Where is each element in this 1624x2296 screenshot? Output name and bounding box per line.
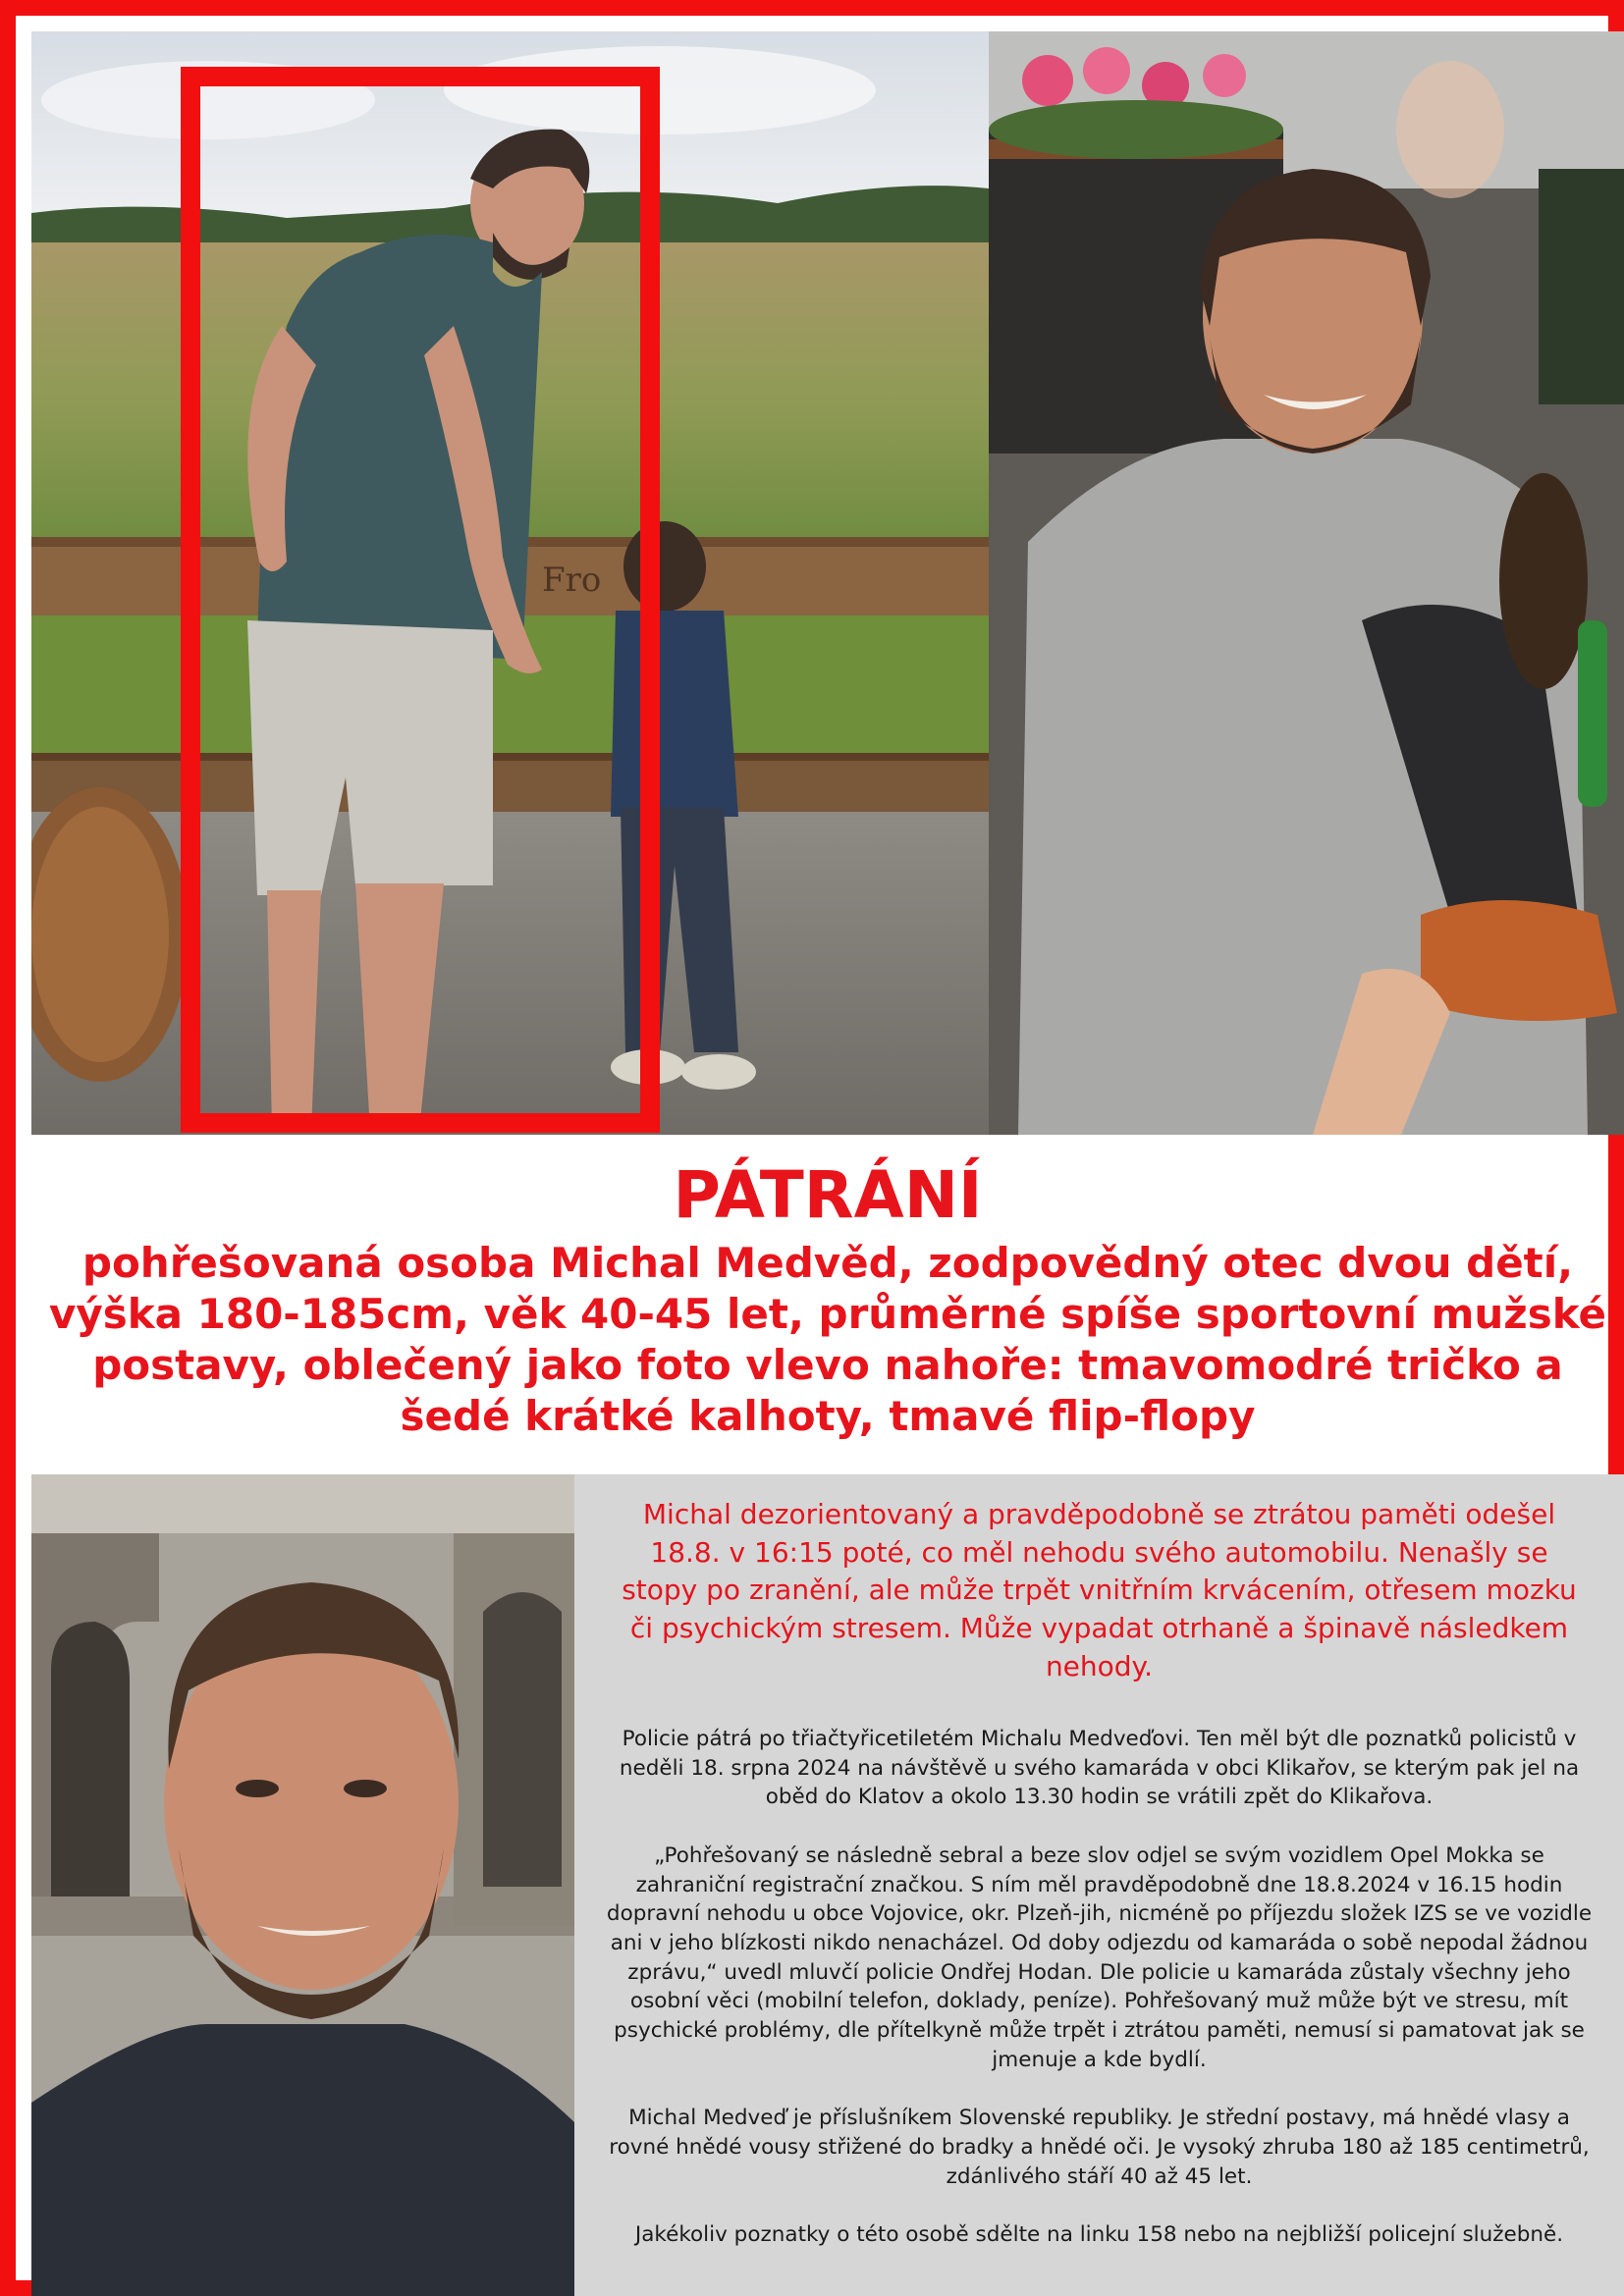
photo-selfie — [31, 1474, 574, 2296]
lead-paragraph: Michal dezorientovaný a pravděpodobně se ztrátou paměti odešel 18.8. v 16:15 poté, co měl nehodu svého automobilu. Nenašly se stopy po zranění, ale může trpět vnitřním krvácením, otřesem mozku či psychickým stresem. Může vypadat otrhaně a špinavě následkem nehody. — [622, 1498, 1577, 1682]
photo-full-body — [31, 31, 989, 1135]
person-description: pohřešovaná osoba Michal Medvěd, zodpovědný otec dvou dětí, výška 180-185cm, věk 40-45 let, průměrné spíše sportovní mužské postavy, oblečený jako foto vlevo nahoře: tmavomodré tričko a šedé krátké kalhoty, tmavé flip-flopy — [48, 1239, 1607, 1441]
photo-selfie-illustration — [31, 1474, 574, 2296]
info-panel — [574, 1474, 1624, 2296]
bench-graffiti: Fro — [542, 561, 602, 600]
header — [31, 1135, 1624, 1474]
photo-portrait-grey-shirt-illustration — [989, 31, 1624, 1135]
info-paragraph-2: „Pohřešovaný se následně sebral a beze slov odjel se svým vozidlem Opel Mokka se zahraniční registrační značkou. S ním měl pravděpodobně dne 18.8.2024 v 16.15 hodin dopravní nehodu u obce Vojovice, okr. Plzeň-jih, nicméně po příjezdu složek IZS se ve vozidle ani v jeho blízkosti nikdo nenacházel. Od doby odjezdu od kamaráda o sobě nepodal žádnou zprávu,“ uvedl mluvčí policie Ondřej Hodan. Dle policie u kamaráda zůstaly všechny jeho osobní věci (mobilní telefon, doklady, peníze). Pohřešovaný muž může být ve stresu, mít psychické problémy, dle přítelkyně může trpět i ztrátou paměti, nemusí si pamatovat jak se jmenuje a kde bydlí. — [606, 1843, 1593, 2072]
info-paragraph-3: Michal Medveď je příslušníkem Slovenské republiky. Je střední postavy, má hnědé vlasy a rovné hnědé vousy střižené do bradky a hnědé oči. Je vysoký zhruba 180 až 185 centimetrů, zdánlivého stáří 40 až 45 let. — [609, 2106, 1590, 2189]
headline: PÁTRÁNÍ — [673, 1157, 983, 1233]
contact-paragraph: Jakékoliv poznatky o této osobě sdělte na linku 158 nebo na nejbližší policejní služebně. — [634, 2222, 1564, 2248]
photo-portrait-grey-shirt — [989, 31, 1624, 1135]
info-paragraph-1: Policie pátrá po třiačtyřicetiletém Michalu Medveďovi. Ten měl být dle poznatků policistů v neděli 18. srpna 2024 na návštěvě u svého kamaráda v obci Klikařov, se kterým pak jel na oběd do Klatov a okolo 13.30 hodin se vrátili zpět do Klikařova. — [619, 1727, 1580, 1810]
highlight-frame — [181, 67, 660, 1133]
